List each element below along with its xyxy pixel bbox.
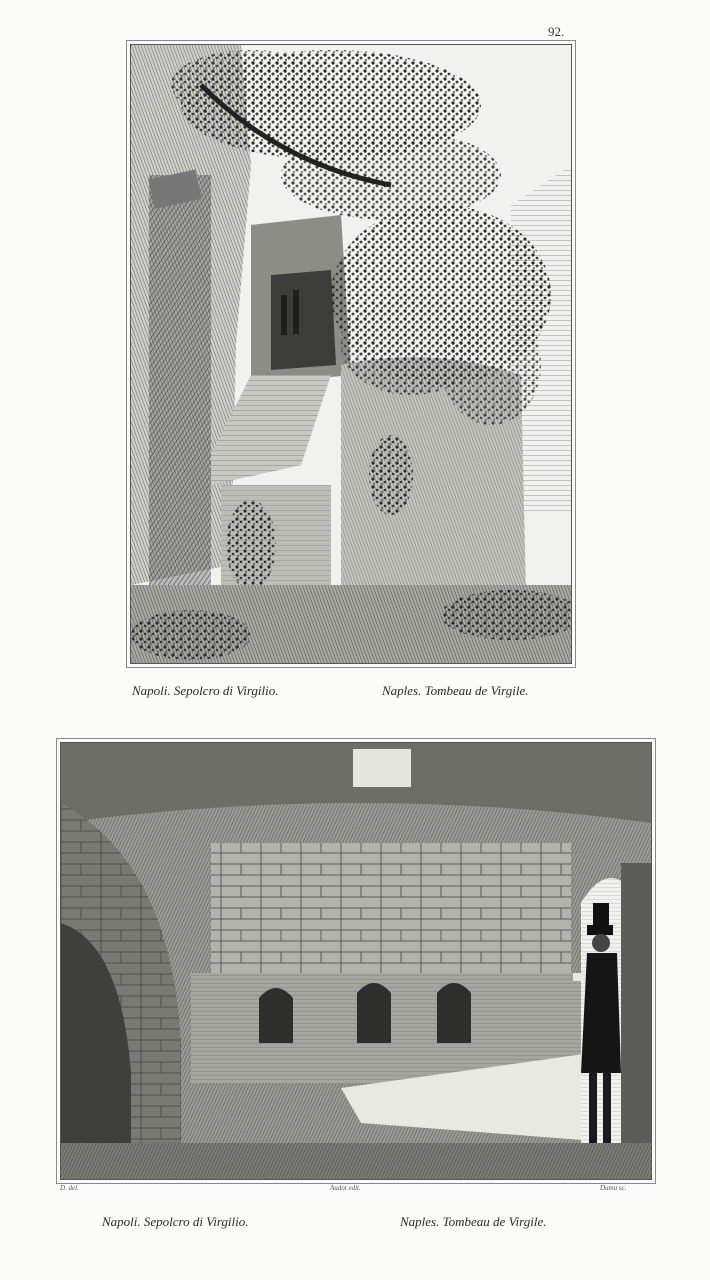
page-number: 92. — [548, 24, 565, 39]
credit-publisher: Audot edit. — [330, 1184, 361, 1192]
engraving-tomb-exterior — [130, 44, 572, 664]
credit-draftsman: D. del. — [60, 1184, 79, 1192]
credit-engraver: Dumu sc. — [600, 1184, 627, 1192]
top-caption-italian: Napoli. Sepolcro di Virgilio. — [132, 683, 279, 698]
top-caption-french: Naples. Tombeau de Virgile. — [382, 683, 529, 698]
tomb-exterior-illustration — [131, 45, 571, 663]
tomb-interior-illustration — [61, 743, 651, 1179]
engraving-tomb-interior — [60, 742, 652, 1180]
bottom-caption-french: Naples. Tombeau de Virgile. — [400, 1214, 547, 1229]
bottom-caption-italian: Napoli. Sepolcro di Virgilio. — [102, 1214, 249, 1229]
